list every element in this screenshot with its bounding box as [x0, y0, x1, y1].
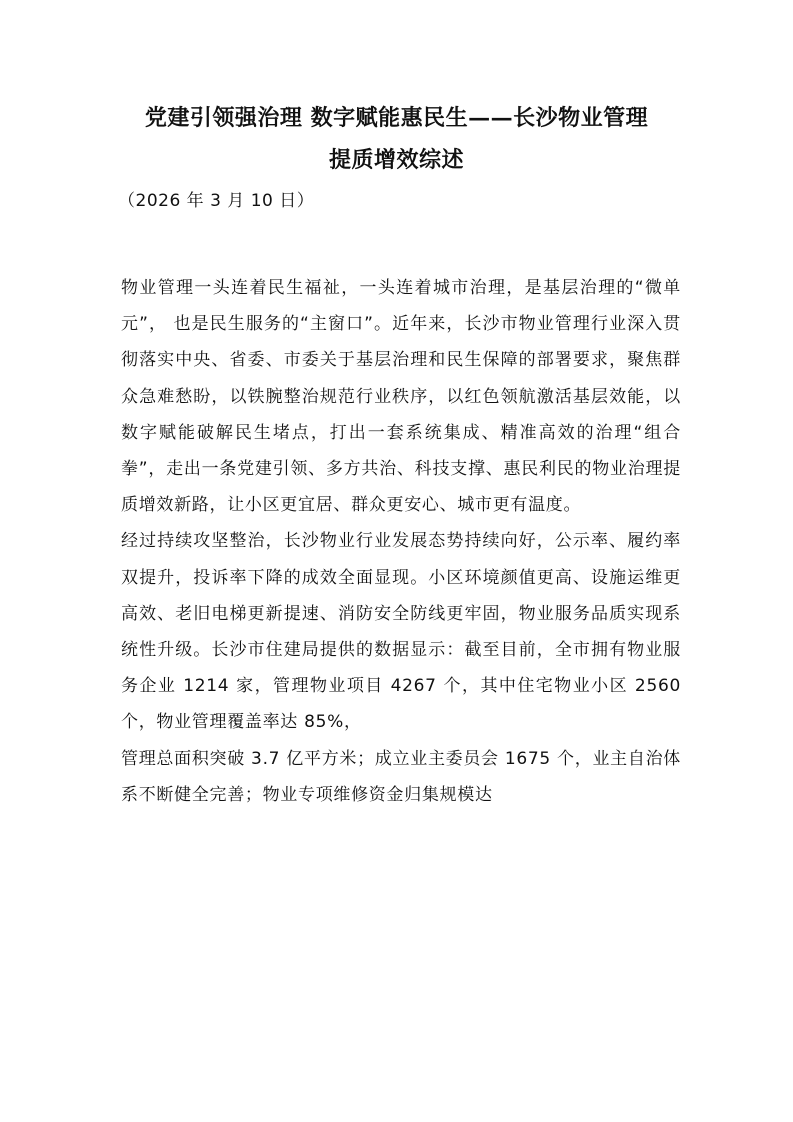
body-paragraph: 管理总面积突破 3.7 亿平方米；成立业主委员会 1675 个，业主自治体系不断健全完善；物业专项维修资金归集规模达: [121, 748, 681, 805]
body-paragraph: 物业管理一头连着民生福祉，一头连着城市治理，是基层治理的“微单元”， 也是民生服务的“主窗口”。近年来，长沙市物业管理行业深入贯彻落实中央、省委、市委关于基层治理和民生保障的部署要求，聚焦群众急难愁盼，以铁腕整治规范行业秩序，以红色领航激活基层效能，以数字赋能破解民生堵点，打出一套系统集成、精准高效的治理“组合拳”，走出一条党建引领、多方共治、科技支撑、惠民利民的物业治理提质增效新路，让小区更宜居、群众更安心、城市更有温度。: [121, 278, 681, 516]
document-title-line-2: 提质增效综述: [328, 147, 464, 173]
document-body: [121, 270, 681, 813]
body-paragraph: 经过持续攻坚整治，长沙物业行业发展态势持续向好，公示率、履约率双提升，投诉率下降的成效全面显现。小区环境颜值更高、设施运维更高效、老旧电梯更新提速、消防安全防线更牢固，物业服务品质实现系统性升级。长沙市住建局提供的数据显示：截至目前，全市拥有物业服务企业 1214 家，管理物业项目 4267 个，其中住宅物业小区 2560 个，物业管理覆盖率达 85%，: [121, 531, 681, 733]
document-title-line-1: 党建引领强治理 数字赋能惠民生——长沙物业管理: [144, 105, 649, 131]
document-date: （2026 年 3 月 10 日）: [118, 191, 315, 211]
